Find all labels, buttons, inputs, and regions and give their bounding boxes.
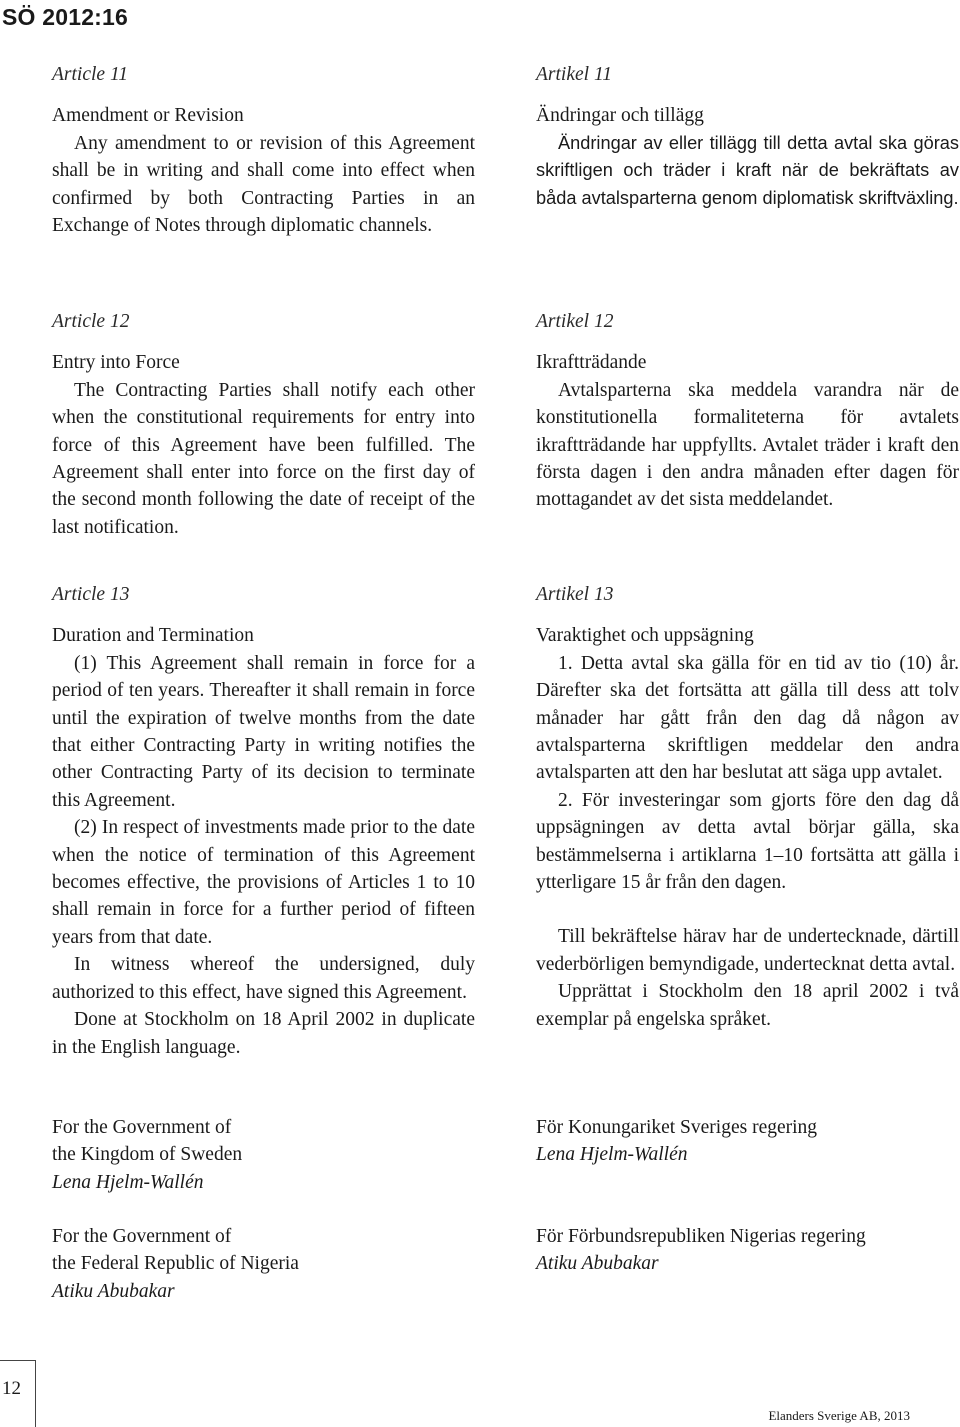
swedish-article-13 (536, 581, 959, 1033)
done-at-clause: Done at Stockholm on 18 April 2002 in duplicate in the English language. (52, 1009, 475, 1058)
signatory-name: Lena Hjelm-Wallén (536, 1144, 688, 1166)
english-signature-nigeria (52, 1223, 475, 1305)
witness-clause: Till bekräftelse härav har de undertecknade, därtill vederbörligen bemyndigade, undertecknat detta avtal. (536, 926, 959, 975)
swedish-article-12 (536, 308, 959, 514)
signature-line: the Federal Republic of Nigeria (52, 1253, 299, 1275)
article-paragraph-1: (1) This Agreement shall remain in force for a period of ten years. Thereafter it shall remain in force until the expiration of twelve months from the date that either Contracting Party in writing notifies the other Contracting Party of its decision to terminate this Agreement. (52, 652, 475, 811)
witness-clause: In witness whereof the undersigned, duly authorized to this effect, have signed this Agreement. (52, 954, 475, 1003)
article-title: Duration and Termination (52, 625, 254, 647)
article-title: Ikraftträdande (536, 352, 647, 374)
article-heading: Article 12 (52, 311, 130, 332)
article-title: Varaktighet och uppsägning (536, 625, 754, 647)
swedish-signature-sweden (536, 1114, 959, 1169)
signature-line: För Konungariket Sveriges regering (536, 1117, 818, 1138)
article-paragraph-2: (2) In respect of investments made prior to the date when the notice of termination of this Agreement becomes effective, the provisions of Articles 1 to 10 shall remain in force for a further period of fifteen years from that date. (52, 817, 475, 948)
signatory-name: Atiku Abubakar (536, 1253, 659, 1275)
english-article-11 (52, 61, 475, 239)
signature-line: För Förbundsrepubliken Nigerias regering (536, 1226, 866, 1247)
english-article-12 (52, 308, 475, 541)
signature-line: the Kingdom of Sweden (52, 1144, 243, 1166)
swedish-signature-nigeria (536, 1223, 959, 1278)
done-at-clause: Upprättat i Stockholm den 18 april 2002 i två exemplar på engelska språket. (536, 981, 959, 1030)
signatory-name: Lena Hjelm-Wallén (52, 1171, 204, 1193)
article-heading: Article 11 (52, 64, 128, 85)
printer-imprint: Elanders Sverige AB, 2013 (768, 1408, 910, 1423)
signatory-name: Atiku Abubakar (52, 1280, 175, 1302)
article-title: Ändringar och tillägg (536, 105, 704, 127)
article-body: The Contracting Parties shall notify each other when the constitutional requirements for entry into force of this Agreement have been fulfilled. The Agreement shall enter into force on the first day of the second month following the date of receipt of the last notification. (52, 379, 475, 538)
swedish-article-11 (536, 61, 959, 212)
article-title: Entry into Force (52, 352, 180, 374)
article-paragraph-2: 2. För investeringar som gjorts före den dag då uppsägningen av detta avtal börjar gälla, ska bestämmelserna i artiklarna 1–10 fortsätta att gälla i ytterligare 15 år från den dagen. (536, 789, 959, 894)
english-article-13 (52, 581, 475, 1061)
article-heading: Artikel 12 (536, 311, 614, 332)
article-paragraph-1: 1. Detta avtal ska gälla för en tid av tio (10) år. Därefter ska det fortsätta att gälla till dess att tolv månader har gått från den dag då någon av avtalsparterna skriftligen meddelar den andra avtalsparten att den har beslutat att säga upp avtalet. (536, 652, 959, 784)
article-title: Amendment or Revision (52, 105, 244, 127)
article-heading: Artikel 11 (536, 64, 612, 85)
article-heading: Article 13 (52, 584, 130, 605)
page-number: 12 (2, 1378, 21, 1399)
article-heading: Artikel 13 (536, 584, 614, 605)
article-body: Avtalsparterna ska meddela varandra när de konstitutionella formaliteterna för avtalets ikraftträdande har uppfyllts. Avtalet träder i kraft den första dagen i den andra månaden efter dagen för mottagandet av det sista meddelandet. (536, 379, 959, 511)
signature-line: For the Government of (52, 1117, 232, 1138)
document-series-number: SÖ 2012:16 (2, 4, 129, 30)
article-body: Any amendment to or revision of this Agreement shall be in writing and shall come into effect when confirmed by both Contracting Parties in an Exchange of Notes through diplomatic channels. (52, 132, 475, 237)
english-signature-sweden (52, 1114, 475, 1196)
article-body: Ändringar av eller tillägg till detta avtal ska göras skriftligen och träder i kraft när de bekräftats av båda avtalsparterna genom diplomatisk skriftväxling. (536, 132, 959, 208)
signature-line: For the Government of (52, 1226, 232, 1247)
